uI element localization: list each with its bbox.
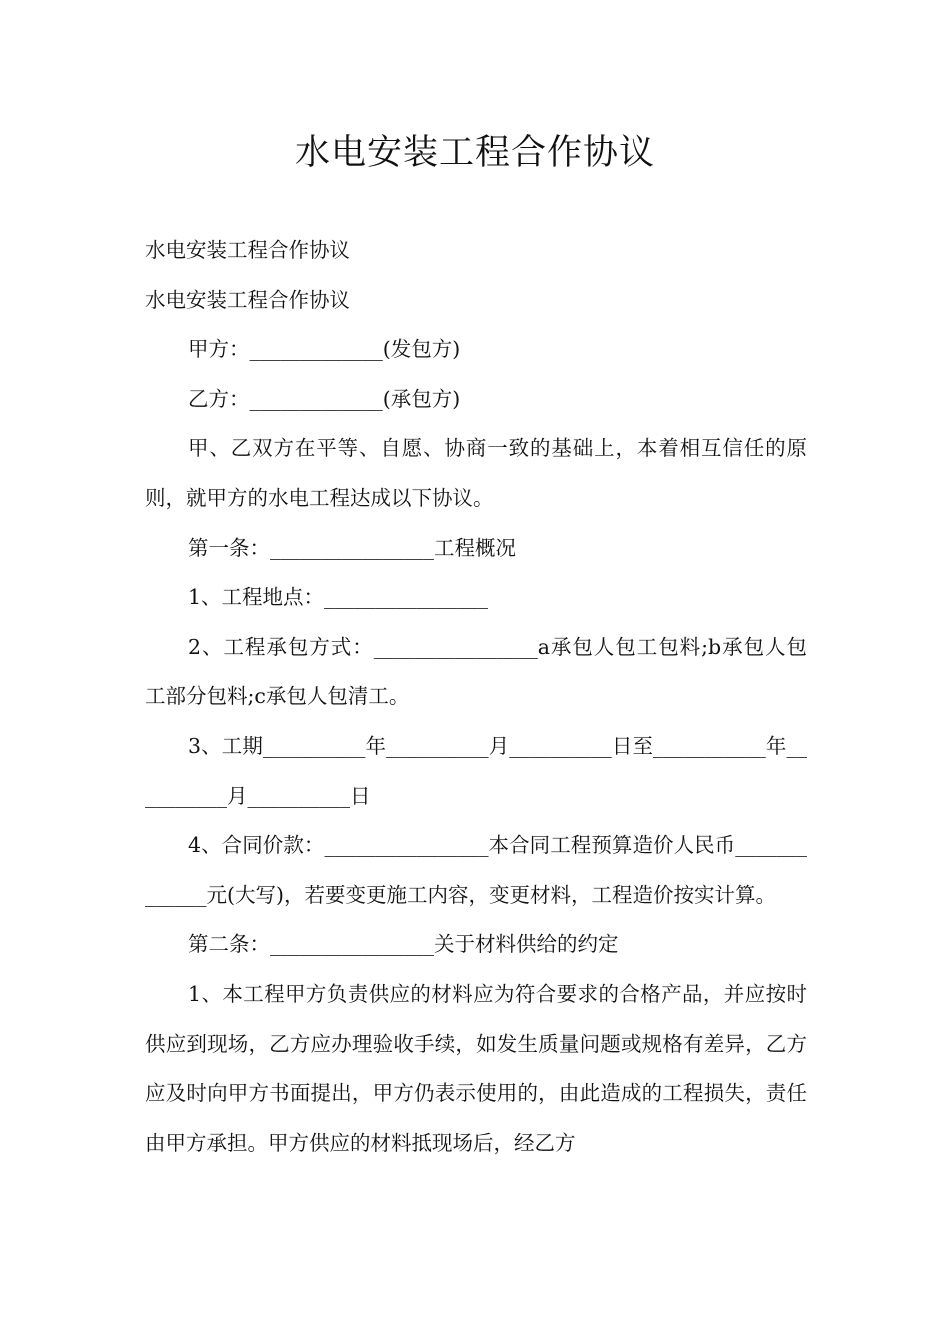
party-a-line: 甲方：_____________(发包方) (188, 337, 461, 362)
preamble-paragraph: 甲、乙双方在平等、自愿、协商一致的基础上，本着相互信任的原则，就甲方的水电工程达成以下协议。 (145, 436, 807, 510)
clause-1-3: 3、工期__________年__________月__________日至___________年__________月__________日 (145, 733, 807, 808)
heading-line-2: 水电安装工程合作协议 (145, 287, 350, 312)
heading-line-1: 水电安装工程合作协议 (145, 238, 350, 262)
document-body (145, 226, 807, 1168)
article-1-heading: 第一条：________________工程概况 (188, 535, 516, 560)
clause-1-1: 1、工程地点：________________ (188, 585, 489, 610)
clause-1-2: 2、工程承包方式：________________a承包人包工包料;b承包人包工部分包料;c承包人包清工。 (145, 634, 807, 709)
clause-1-4: 4、合同价款：________________本合同工程预算造价人民币_____________元(大写)，若要变更施工内容，变更材料，工程造价按实计算。 (145, 833, 807, 907)
party-b-line: 乙方：_____________(承包方) (188, 386, 461, 411)
document-title: 水电安装工程合作协议 (294, 133, 655, 173)
article-2-heading: 第二条：________________关于材料供给的约定 (188, 932, 619, 957)
clause-2-1: 1、本工程甲方负责供应的材料应为符合要求的合格产品，并应按时供应到现场，乙方应办理验收手续，如发生质量问题或规格有差异，乙方应及时向甲方书面提出，甲方仍表示使用的，由此造成的工程损失，责任由甲方承担。甲方供应的材料抵现场后，经乙方 (145, 981, 807, 1155)
